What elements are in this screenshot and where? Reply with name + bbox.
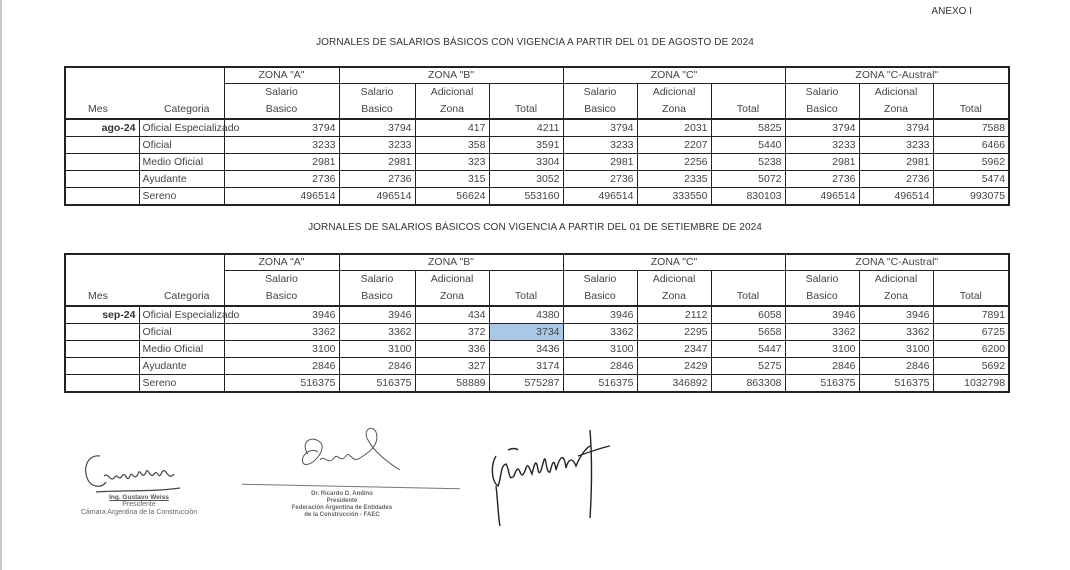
- subheader-top: [933, 271, 1009, 289]
- value-cell: 2981: [859, 154, 933, 171]
- subheader-bottom: Basico: [339, 101, 415, 119]
- value-cell: 4211: [489, 119, 563, 137]
- signature-line-andino: [242, 484, 460, 490]
- value-cell: 3591: [489, 137, 563, 154]
- value-cell: 6200: [933, 341, 1009, 358]
- table-row: [65, 154, 1009, 171]
- salary-table-august: [64, 66, 1010, 206]
- value-cell: 3100: [224, 341, 339, 358]
- value-cell: 3946: [859, 306, 933, 324]
- table-title-september: JORNALES DE SALARIOS BÁSICOS CON VIGENCIA A PARTIR DEL 01 DE SETIEMBRE DE 2024: [308, 222, 762, 233]
- value-cell: 5825: [711, 119, 785, 137]
- table-row: [65, 306, 1009, 324]
- zone-c-header: ZONA "C": [563, 254, 785, 271]
- header-left: [65, 67, 224, 119]
- value-cell: 2846: [859, 358, 933, 375]
- signer-role: Presidente: [122, 501, 156, 508]
- value-cell: 5692: [933, 358, 1009, 375]
- value-cell: 2031: [637, 119, 711, 137]
- subheader-bottom: Basico: [785, 101, 859, 119]
- value-cell: 2429: [637, 358, 711, 375]
- period-cell-empty: [65, 324, 139, 341]
- subheader-top: Adicional: [637, 84, 711, 102]
- subheader-top: [711, 84, 785, 102]
- zone-c-header: ZONA "C": [563, 67, 785, 84]
- category-cell: Ayudante: [139, 171, 224, 188]
- subheader-top: Salario: [339, 271, 415, 289]
- table-row: [65, 188, 1009, 206]
- value-cell: 516375: [785, 375, 859, 393]
- period-cell-empty: [65, 137, 139, 154]
- subheader-top: Salario: [339, 84, 415, 102]
- value-cell: 2981: [224, 154, 339, 171]
- value-cell: 3233: [859, 137, 933, 154]
- zone-a-header: ZONA "A": [224, 254, 339, 271]
- zone-b-header: ZONA "B": [339, 67, 563, 84]
- table-row: [65, 324, 1009, 341]
- value-cell: 2736: [224, 171, 339, 188]
- value-cell: 863308: [711, 375, 785, 393]
- mes-header: Mes: [88, 103, 108, 115]
- value-cell: 3946: [785, 306, 859, 324]
- value-cell: 3100: [339, 341, 415, 358]
- value-cell: 3233: [339, 137, 415, 154]
- signer-org: Federación Argentina de Entidades: [291, 505, 393, 511]
- value-cell: 3100: [785, 341, 859, 358]
- value-cell: 516375: [224, 375, 339, 393]
- value-cell: 315: [415, 171, 489, 188]
- value-cell: 333550: [637, 188, 711, 206]
- value-cell: 3794: [339, 119, 415, 137]
- value-cell: 3233: [785, 137, 859, 154]
- value-cell: 7891: [933, 306, 1009, 324]
- value-cell: 3052: [489, 171, 563, 188]
- subheader-bottom: Total: [933, 101, 1009, 119]
- subheader-top: Adicional: [859, 271, 933, 289]
- zone-header-row: [65, 67, 1009, 84]
- value-cell: 553160: [489, 188, 563, 206]
- signer-name: Dr. Ricardo D. Andino: [311, 491, 373, 497]
- subheader-bottom: Zona: [415, 288, 489, 306]
- value-cell: 3100: [859, 341, 933, 358]
- value-cell: 496514: [785, 188, 859, 206]
- value-cell: 2295: [637, 324, 711, 341]
- signature-third: [486, 426, 616, 536]
- value-cell: 6466: [933, 137, 1009, 154]
- value-cell: 3362: [785, 324, 859, 341]
- period-cell-empty: [65, 171, 139, 188]
- category-cell: Oficial Especializado: [139, 119, 224, 137]
- signature-block-andino: [272, 491, 412, 519]
- value-cell: 2736: [785, 171, 859, 188]
- subheader-top: Salario: [224, 271, 339, 289]
- value-cell: 5072: [711, 171, 785, 188]
- value-cell: 3794: [224, 119, 339, 137]
- value-cell: 7588: [933, 119, 1009, 137]
- value-cell: 516375: [339, 375, 415, 393]
- signer-org: Cámara Argentina de la Construcción: [80, 509, 198, 516]
- zone-c-austral-header: ZONA "C-Austral": [785, 67, 1009, 84]
- zone-header-row: [65, 254, 1009, 271]
- value-cell: 3362: [224, 324, 339, 341]
- period-cell-empty: [65, 154, 139, 171]
- signer-org-cont: de la Construcción - FAEC: [304, 512, 380, 518]
- subheader-bottom: Basico: [339, 288, 415, 306]
- header-left: [65, 254, 224, 306]
- subheader-top: Adicional: [415, 271, 489, 289]
- subheader-bottom: Basico: [785, 288, 859, 306]
- subheader-top: Salario: [563, 84, 637, 102]
- value-cell: 3794: [785, 119, 859, 137]
- signature-andino: [290, 424, 410, 484]
- value-cell: 327: [415, 358, 489, 375]
- category-cell: Sereno: [139, 375, 224, 393]
- value-cell: 5658: [711, 324, 785, 341]
- subheader-bottom: Basico: [224, 288, 339, 306]
- subheader-top: Adicional: [415, 84, 489, 102]
- value-cell: 516375: [563, 375, 637, 393]
- value-cell: 2207: [637, 137, 711, 154]
- period-cell: sep-24: [65, 306, 139, 324]
- subheader-top: Adicional: [637, 271, 711, 289]
- value-cell: 5440: [711, 137, 785, 154]
- value-cell: 3946: [563, 306, 637, 324]
- value-cell: 3362: [859, 324, 933, 341]
- value-cell: 358: [415, 137, 489, 154]
- category-cell: Oficial: [139, 137, 224, 154]
- value-cell: 5962: [933, 154, 1009, 171]
- subheader-top: Salario: [563, 271, 637, 289]
- subheader-bottom: Total: [933, 288, 1009, 306]
- value-cell: 3100: [563, 341, 637, 358]
- value-cell: 5474: [933, 171, 1009, 188]
- value-cell: 1032798: [933, 375, 1009, 393]
- period-cell: ago-24: [65, 119, 139, 137]
- value-cell: 5447: [711, 341, 785, 358]
- signature-block-weiss: [64, 494, 214, 517]
- subheader-bottom: Zona: [859, 288, 933, 306]
- subheader-top: Salario: [785, 271, 859, 289]
- value-cell: 372: [415, 324, 489, 341]
- value-cell: 3174: [489, 358, 563, 375]
- value-cell: 2981: [563, 154, 637, 171]
- value-cell: 2347: [637, 341, 711, 358]
- category-cell: Sereno: [139, 188, 224, 206]
- value-cell: 6058: [711, 306, 785, 324]
- subheader-bottom: Zona: [859, 101, 933, 119]
- period-cell-empty: [65, 358, 139, 375]
- value-cell: 3794: [859, 119, 933, 137]
- value-cell: 3233: [563, 137, 637, 154]
- signature-weiss: [82, 452, 192, 497]
- value-cell: 336: [415, 341, 489, 358]
- signer-role: Presidente: [326, 498, 358, 504]
- value-cell: 3436: [489, 341, 563, 358]
- value-cell: 3233: [224, 137, 339, 154]
- value-cell: 346892: [637, 375, 711, 393]
- zone-c-austral-header: ZONA "C-Austral": [785, 254, 1009, 271]
- value-cell: 5238: [711, 154, 785, 171]
- value-cell: 56624: [415, 188, 489, 206]
- salary-table-september: [64, 253, 1010, 393]
- subheader-top: Salario: [785, 84, 859, 102]
- value-cell: 5275: [711, 358, 785, 375]
- category-cell: Ayudante: [139, 358, 224, 375]
- value-cell: 2981: [785, 154, 859, 171]
- value-cell: 2736: [859, 171, 933, 188]
- value-cell: 2736: [339, 171, 415, 188]
- value-cell: 830103: [711, 188, 785, 206]
- value-cell: 2846: [339, 358, 415, 375]
- table-row: [65, 171, 1009, 188]
- table-row: [65, 375, 1009, 393]
- signer-name: Ing. Gustavo Weiss: [109, 494, 169, 501]
- value-cell: 496514: [563, 188, 637, 206]
- subheader-bottom: Total: [489, 101, 563, 119]
- subheader-bottom: Total: [711, 288, 785, 306]
- value-cell: 496514: [859, 188, 933, 206]
- value-cell: 2846: [224, 358, 339, 375]
- value-cell: 496514: [224, 188, 339, 206]
- categoria-header: Categoria: [163, 103, 210, 115]
- value-cell: 3946: [224, 306, 339, 324]
- subheader-bottom: Basico: [563, 101, 637, 119]
- period-cell-empty: [65, 188, 139, 206]
- zone-b-header: ZONA "B": [339, 254, 563, 271]
- category-cell: Medio Oficial: [139, 341, 224, 358]
- value-cell: 58889: [415, 375, 489, 393]
- value-cell: 3946: [339, 306, 415, 324]
- subheader-bottom: Zona: [415, 101, 489, 119]
- value-cell: 516375: [859, 375, 933, 393]
- value-cell: 993075: [933, 188, 1009, 206]
- subheader-bottom: Basico: [563, 288, 637, 306]
- category-cell: Oficial: [139, 324, 224, 341]
- zone-a-header: ZONA "A": [224, 67, 339, 84]
- subheader-bottom: Basico: [224, 101, 339, 119]
- table-row: [65, 341, 1009, 358]
- value-cell: 496514: [339, 188, 415, 206]
- subheader-bottom: Zona: [637, 101, 711, 119]
- value-cell: 3304: [489, 154, 563, 171]
- value-cell: 2846: [563, 358, 637, 375]
- subheader-bottom: Total: [489, 288, 563, 306]
- table-row: [65, 358, 1009, 375]
- subheader-top: Salario: [224, 84, 339, 102]
- value-cell: 434: [415, 306, 489, 324]
- value-cell: 2256: [637, 154, 711, 171]
- value-cell: 417: [415, 119, 489, 137]
- table-title-august: JORNALES DE SALARIOS BÁSICOS CON VIGENCIA A PARTIR DEL 01 DE AGOSTO DE 2024: [316, 37, 754, 48]
- value-cell: 323: [415, 154, 489, 171]
- period-cell-empty: [65, 341, 139, 358]
- value-cell: 3794: [563, 119, 637, 137]
- value-cell: 3362: [563, 324, 637, 341]
- value-cell: 2846: [785, 358, 859, 375]
- mes-header: Mes: [88, 290, 108, 302]
- subheader-top: [489, 271, 563, 289]
- subheader-top: [489, 84, 563, 102]
- value-cell: 2335: [637, 171, 711, 188]
- subheader-top: Adicional: [859, 84, 933, 102]
- value-cell: 3734: [489, 324, 563, 341]
- period-cell-empty: [65, 375, 139, 393]
- category-cell: Medio Oficial: [139, 154, 224, 171]
- category-cell: Oficial Especializado: [139, 306, 224, 324]
- subheader-top: [711, 271, 785, 289]
- table-row: [65, 119, 1009, 137]
- value-cell: 2736: [563, 171, 637, 188]
- value-cell: 575287: [489, 375, 563, 393]
- value-cell: 4380: [489, 306, 563, 324]
- value-cell: 2981: [339, 154, 415, 171]
- annex-label: ANEXO I: [931, 6, 972, 17]
- page-edge: [0, 0, 2, 570]
- subheader-bottom: Total: [711, 101, 785, 119]
- value-cell: 6725: [933, 324, 1009, 341]
- subheader-top: [933, 84, 1009, 102]
- categoria-header: Categoria: [163, 290, 210, 302]
- subheader-bottom: Zona: [637, 288, 711, 306]
- value-cell: 2112: [637, 306, 711, 324]
- value-cell: 3362: [339, 324, 415, 341]
- table-row: [65, 137, 1009, 154]
